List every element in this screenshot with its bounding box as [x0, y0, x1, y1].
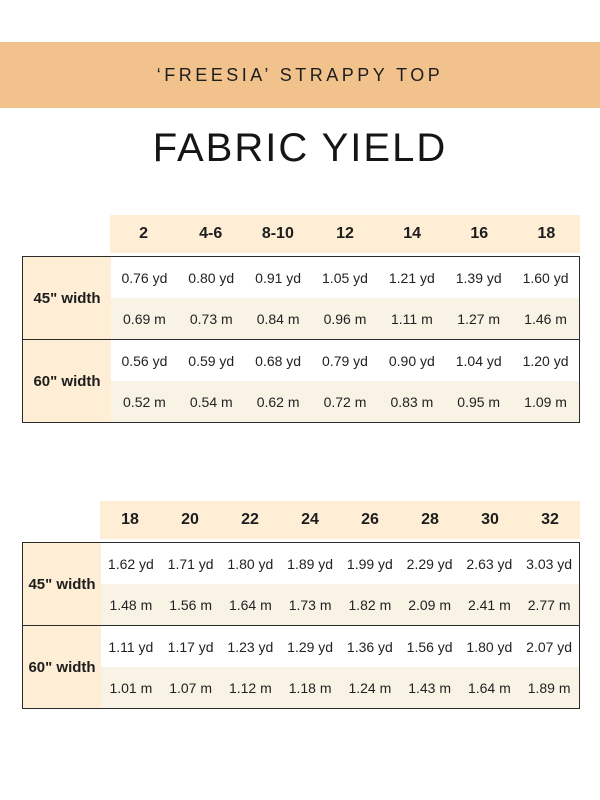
yield-value: 1.39 yd	[455, 269, 502, 286]
yield-value: 1.56 yd	[406, 638, 453, 655]
yield-value: 1.64 m	[467, 679, 511, 696]
yield-value: 1.23 yd	[227, 638, 274, 655]
unit-rows	[101, 626, 579, 708]
yield-value: 0.54 m	[189, 393, 233, 410]
size-label: 20	[181, 511, 199, 528]
width-section	[23, 625, 579, 708]
yd-row	[101, 626, 579, 667]
yield-value: 1.24 m	[348, 679, 392, 696]
size-label: 22	[241, 511, 259, 528]
page-title: FABRIC YIELD	[152, 126, 448, 170]
m-row	[101, 584, 579, 625]
yield-value: 0.76 yd	[121, 269, 168, 286]
size-label: 24	[301, 511, 319, 528]
yield-value: 0.90 yd	[388, 352, 435, 369]
yield-value: 1.56 m	[169, 596, 213, 613]
width-label: 45" width	[23, 543, 101, 625]
yield-value: 1.43 m	[408, 679, 452, 696]
yield-value: 2.41 m	[467, 596, 511, 613]
yield-value: 0.59 yd	[188, 352, 235, 369]
size-label: 12	[336, 225, 354, 242]
yield-value: 0.56 yd	[121, 352, 168, 369]
width-label: 60" width	[23, 340, 111, 422]
yield-value: 2.09 m	[408, 596, 452, 613]
yield-value: 1.27 m	[457, 310, 501, 327]
yield-value: 2.63 yd	[466, 555, 513, 572]
yield-value: 1.89 m	[527, 679, 571, 696]
yd-row	[111, 257, 579, 298]
size-label: 8-10	[261, 225, 294, 242]
yield-tables-container	[0, 215, 600, 709]
m-row	[101, 667, 579, 708]
m-row	[111, 381, 579, 422]
size-label: 4-6	[199, 225, 223, 242]
width-label: 45" width	[23, 257, 111, 339]
yield-value: 0.96 m	[323, 310, 367, 327]
yield-value: 0.52 m	[123, 393, 166, 410]
pattern-banner	[0, 42, 600, 108]
yield-value: 1.29 yd	[287, 638, 334, 655]
yield-value: 0.79 yd	[322, 352, 368, 369]
unit-rows	[111, 340, 579, 422]
yield-value: 0.69 m	[123, 310, 166, 327]
yield-value: 0.95 m	[457, 393, 501, 410]
yield-value: 1.36 yd	[346, 638, 393, 655]
yield-value: 0.91 yd	[255, 269, 302, 286]
unit-rows	[101, 543, 579, 625]
yield-value: 1.60 yd	[522, 269, 569, 286]
size-label: 26	[361, 511, 379, 528]
yield-value: 1.18 m	[288, 679, 332, 696]
size-label: 16	[470, 225, 489, 242]
yield-value: 2.29 yd	[406, 555, 453, 572]
size-label: 2	[139, 225, 149, 242]
yield-value: 1.07 m	[169, 679, 213, 696]
yield-table-body	[22, 256, 580, 423]
yield-value: 1.80 yd	[227, 555, 274, 572]
yield-value: 1.09 m	[524, 393, 567, 410]
width-section	[23, 257, 579, 339]
yield-value: 0.84 m	[256, 310, 300, 327]
yield-value: 1.62 yd	[107, 555, 154, 572]
yield-value: 1.82 m	[348, 596, 392, 613]
yield-value: 0.73 m	[189, 310, 233, 327]
yield-value: 1.04 yd	[455, 352, 502, 369]
size-label: 18	[537, 225, 556, 242]
yield-value: 1.21 yd	[388, 269, 435, 286]
size-label: 30	[481, 511, 499, 528]
yield-value: 1.48 m	[109, 596, 153, 613]
size-header-row	[100, 501, 580, 539]
width-label: 60" width	[23, 626, 101, 708]
fabric-yield-table	[22, 501, 580, 709]
yd-row	[101, 543, 579, 584]
yield-value: 1.11 yd	[108, 638, 154, 655]
yield-value: 1.17 yd	[167, 638, 214, 655]
yield-table-body	[22, 542, 580, 709]
yield-value: 1.64 m	[228, 596, 272, 613]
yield-value: 0.83 m	[390, 393, 434, 410]
size-label: 32	[541, 511, 559, 528]
yield-value: 1.46 m	[524, 310, 567, 327]
yield-value: 1.12 m	[228, 679, 272, 696]
yield-value: 0.62 m	[256, 393, 300, 410]
yield-value: 0.72 m	[323, 393, 367, 410]
yield-value: 3.03 yd	[526, 555, 573, 572]
yield-value: 0.80 yd	[188, 269, 235, 286]
size-label: 28	[421, 511, 439, 528]
yield-value: 2.77 m	[527, 596, 571, 613]
size-header-row	[110, 215, 580, 253]
yield-value: 0.68 yd	[255, 352, 302, 369]
yield-value: 1.05 yd	[322, 269, 368, 286]
fabric-yield-table	[22, 215, 580, 423]
m-row	[111, 298, 579, 339]
yield-value: 1.99 yd	[346, 555, 393, 572]
yield-value: 1.73 m	[288, 596, 332, 613]
size-label: 18	[121, 511, 139, 528]
unit-rows	[111, 257, 579, 339]
yield-value: 1.20 yd	[522, 352, 569, 369]
yield-value: 1.89 yd	[287, 555, 334, 572]
pattern-name: ‘FREESIA’ STRAPPY TOP	[156, 64, 444, 85]
yield-value: 1.11 m	[390, 310, 433, 327]
width-section	[23, 339, 579, 422]
yield-value: 2.07 yd	[526, 638, 573, 655]
width-section	[23, 543, 579, 625]
size-label: 14	[403, 225, 422, 242]
yield-value: 1.71 yd	[167, 555, 214, 572]
yd-row	[111, 340, 579, 381]
yield-value: 1.80 yd	[466, 638, 513, 655]
yield-value: 1.01 m	[109, 679, 153, 696]
